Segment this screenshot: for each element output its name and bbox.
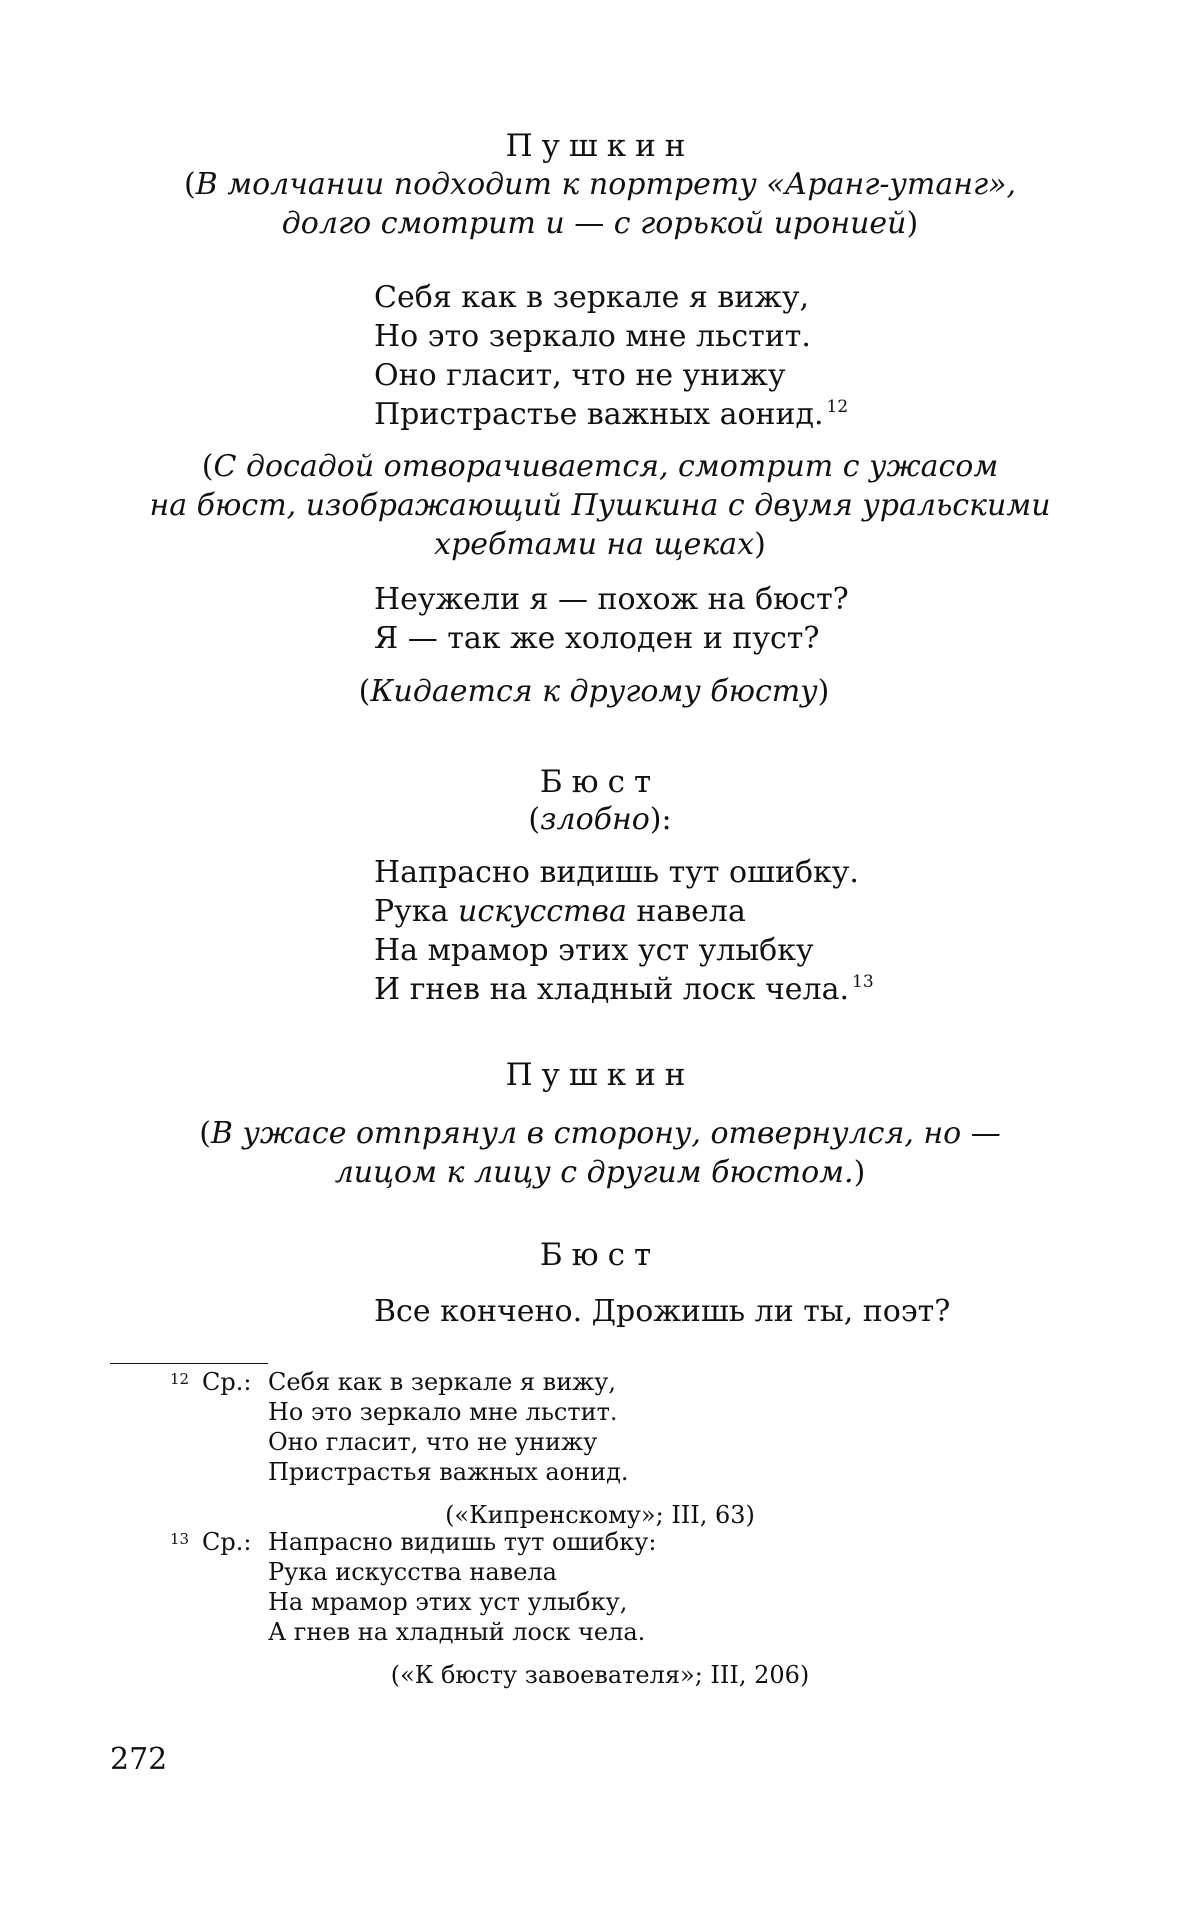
verse-line: Оно гласит, что не унижу [374, 358, 786, 393]
footnote-ref-13[interactable]: 13 [852, 972, 874, 992]
stage-direction-2: (С досадой отворачивается, смотрит с ужасом на бюст, изображающий Пушкина с двумя уральскими хребтами на щеках) [149, 449, 1051, 562]
verse-line: Рука искусства навела [374, 894, 746, 929]
verse-line: Пристрастье важных аонид. $^{12}$ [374, 397, 849, 432]
verse-line: Но это зеркало мне льстит. [374, 319, 811, 354]
stage-direction-5: (В ужасе отпрянул в сторону, отвернулся, но — лицом к лицу с другим бюстом.) [199, 1116, 1001, 1190]
footnote-number: 12 [170, 1370, 190, 1388]
verse-4 [374, 1292, 950, 1331]
verse-line: Все кончено. Дрожишь ли ты, поэт? [374, 1294, 951, 1329]
verse-line: И гнев на хладный лоск чела. $^{13}$ [374, 972, 874, 1007]
verse-1 [374, 278, 848, 434]
speaker-bust-2: Бюст [539, 1237, 661, 1273]
verse-line: На мрамор этих уст улыбку [374, 933, 814, 968]
stage-direction-3: (Кидается к другому бюсту) [358, 674, 830, 709]
footnote-number: 13 [170, 1530, 190, 1548]
footnote-source: («Кипренскому»; III, 63) [445, 1501, 755, 1529]
footnote-cf: Ср.: [202, 1368, 252, 1396]
footnote-verse: Себя как в зеркале я вижу, Но это зеркало мне льстит. Оно гласит, что не унижу Пристрастья важных аонид. [268, 1368, 629, 1486]
stage-direction-1: (В молчании подходит к портрету «Аранг-утанг», долго смотрит и — с горькой иронией) [183, 167, 1017, 241]
footnote-ref-12[interactable]: 12 [826, 397, 849, 417]
verse-line: Неужели я — похож на бюст? [374, 582, 849, 617]
stage-direction-4: (злобно): [528, 802, 672, 837]
footnote-cf: Ср.: [202, 1528, 252, 1556]
page-number: 272 [110, 1742, 168, 1777]
speaker-bust: Бюст [539, 764, 661, 800]
verse-line: Я — так же холоден и пуст? [374, 621, 820, 656]
verse-2 [374, 580, 849, 658]
verse-3 [374, 853, 874, 1009]
speaker-pushkin-2: Пушкин [505, 1057, 695, 1093]
verse-line: Напрасно видишь тут ошибку. [374, 855, 859, 890]
footnote-source: («К бюсту завоевателя»; III, 206) [390, 1661, 810, 1689]
speaker-pushkin: Пушкин [505, 128, 695, 164]
verse-line: Себя как в зеркале я вижу, [374, 280, 810, 315]
footnote-rule [110, 1363, 268, 1364]
footnote-verse: Напрасно видишь тут ошибку: Рука искусства навела На мрамор этих уст улыбку, А гнев на хладный лоск чела. [268, 1528, 657, 1646]
